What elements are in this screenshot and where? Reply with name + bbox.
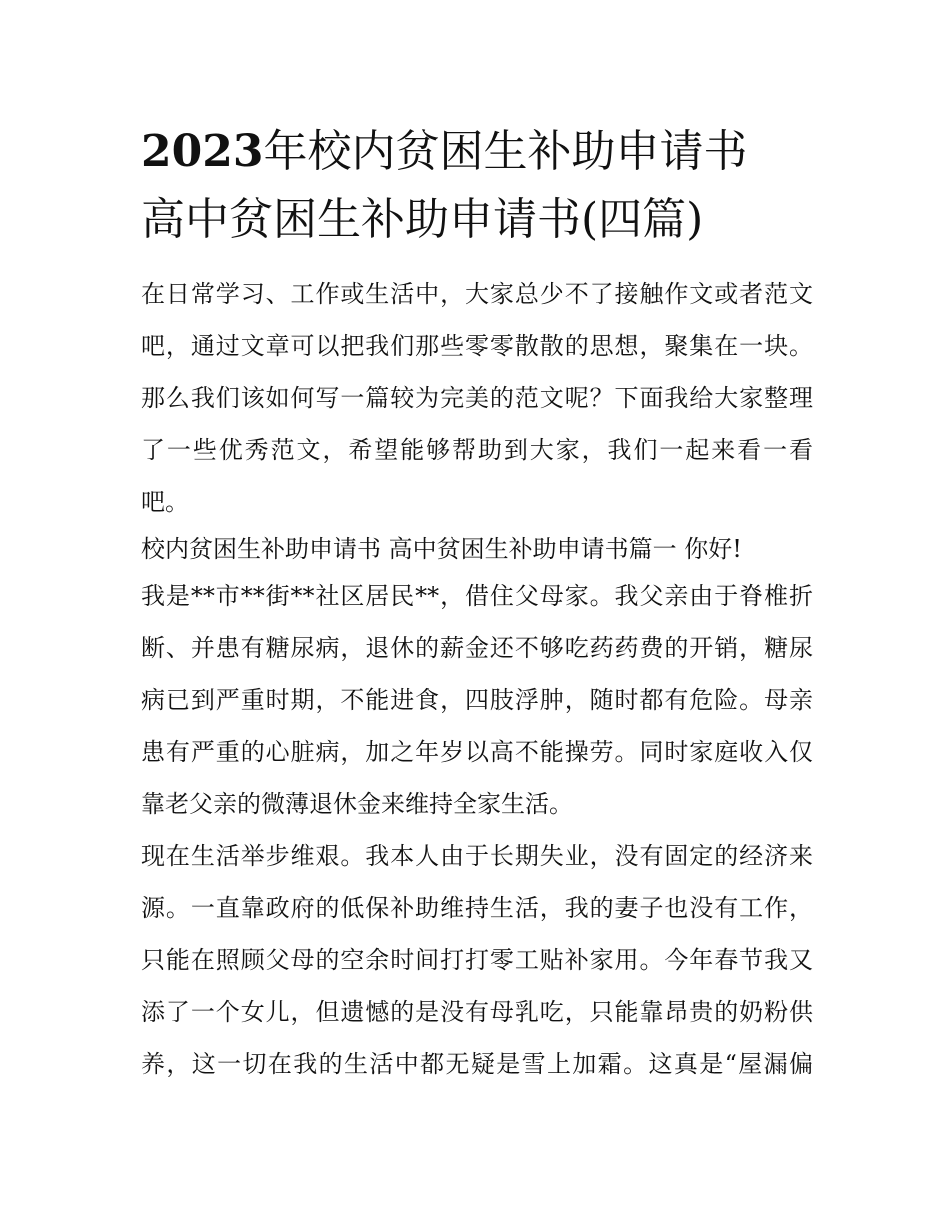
family-situation-paragraph [141,570,813,830]
text-line: 源。一直靠政府的低保补助维持生活，我的妻子也没有工作， [141,894,813,922]
text-line: 了一些优秀范文，希望能够帮助到大家，我们一起来看一看 [141,436,813,464]
living-conditions-paragraph [141,830,813,1090]
intro-paragraph [141,268,813,528]
text-line: 现在生活举步维艰。我本人由于长期失业，没有固定的经济来 [141,842,813,870]
title-line-1-text: 年校内贫困生补助申请书 [263,126,748,177]
text-line: 患有严重的心脏病，加之年岁以高不能操劳。同时家庭收入仅 [141,738,813,766]
text-line: 那么我们该如何写一篇较为完美的范文呢？下面我给大家整理 [141,384,813,412]
text-line: 吧，通过文章可以把我们那些零零散散的思想，聚集在一块。 [141,332,813,360]
document-title [141,118,821,254]
text-line: 在日常学习、工作或生活中，大家总少不了接触作文或者范文 [141,280,813,308]
text-line: 靠老父亲的微薄退休金来维持全家生活。 [141,790,573,818]
text-line: 病已到严重时期，不能进食，四肢浮肿，随时都有危险。母亲 [141,686,813,714]
text-line: 养，这一切在我的生活中都无疑是雪上加霜。这真是“屋漏偏 [141,1050,813,1078]
text-line: 我是**市**街**社区居民**，借住父母家。我父亲由于脊椎折 [141,582,813,610]
text-line: 断、并患有糖尿病，退休的薪金还不够吃药药费的开销，糖尿 [141,634,813,662]
document-body [141,268,821,1090]
text-line: 吧。 [141,488,189,516]
title-line-2: 高中贫困生补助申请书(四篇) [141,194,704,245]
text-line: 只能在照顾父母的空余时间打打零工贴补家用。今年春节我又 [141,946,813,974]
title-line-1 [141,118,821,186]
document-page [141,118,821,1090]
section-heading-paragraph [141,528,813,570]
title-year: 2023 [141,126,264,177]
text-line: 校内贫困生补助申请书 高中贫困生补助申请书篇一 你好! [141,535,742,563]
text-line: 添了一个女儿，但遗憾的是没有母乳吃，只能靠昂贵的奶粉供 [141,998,813,1026]
